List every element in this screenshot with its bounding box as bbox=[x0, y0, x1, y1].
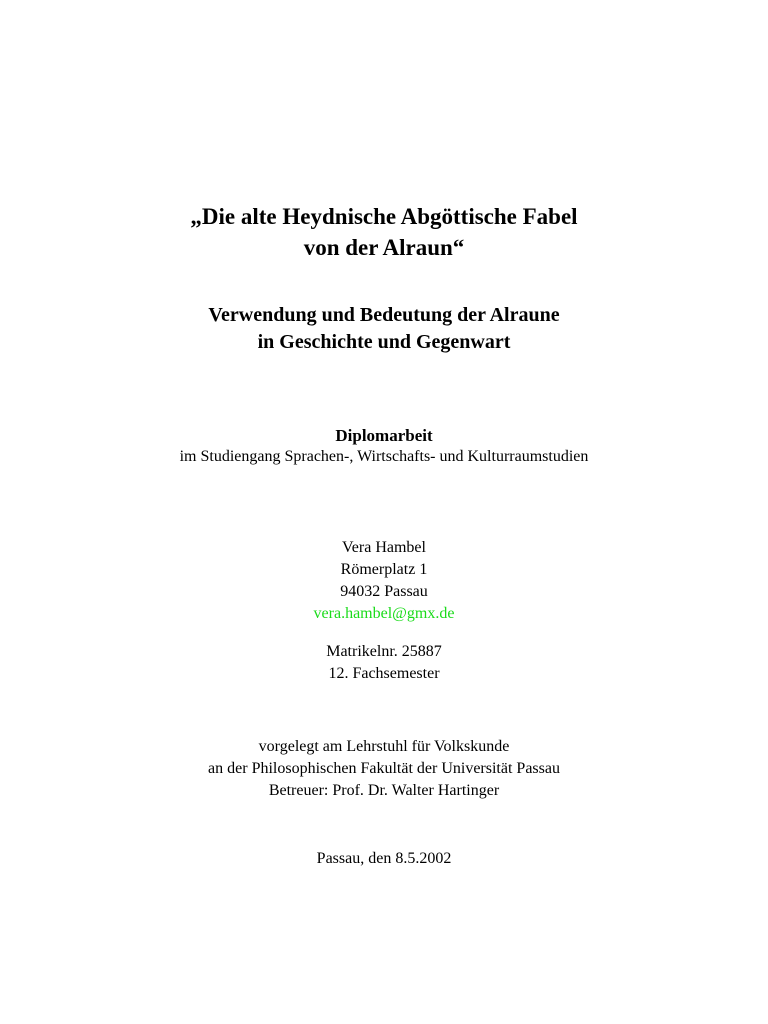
subtitle-line-2: in Geschichte und Gegenwart bbox=[257, 331, 511, 353]
thesis-type: Diplomarbeit bbox=[335, 426, 433, 445]
author-name: Vera Hambel bbox=[342, 539, 426, 556]
author-email-link[interactable]: vera.hambel@gmx.de bbox=[313, 605, 455, 622]
semester-count: 12. Fachsemester bbox=[328, 665, 440, 682]
submission-line-1: vorgelegt am Lehrstuhl für Volkskunde bbox=[258, 738, 510, 755]
subtitle-line-1: Verwendung und Bedeutung der Alraune bbox=[208, 304, 560, 326]
supervisor-line: Betreuer: Prof. Dr. Walter Hartinger bbox=[268, 782, 500, 799]
submission-line-2: an der Philosophischen Fakultät der Universität Passau bbox=[208, 760, 560, 777]
place-date: Passau, den 8.5.2002 bbox=[316, 850, 452, 867]
author-street: Römerplatz 1 bbox=[340, 561, 428, 578]
title-line-2: von der Alraun“ bbox=[303, 235, 465, 260]
title-line-1: „Die alte Heydnische Abgöttische Fabel bbox=[190, 204, 578, 229]
study-program: im Studiengang Sprachen-, Wirtschafts- und Kulturraumstudien bbox=[179, 448, 589, 465]
matriculation-number: Matrikelnr. 25887 bbox=[326, 643, 442, 660]
author-city: 94032 Passau bbox=[340, 583, 428, 600]
